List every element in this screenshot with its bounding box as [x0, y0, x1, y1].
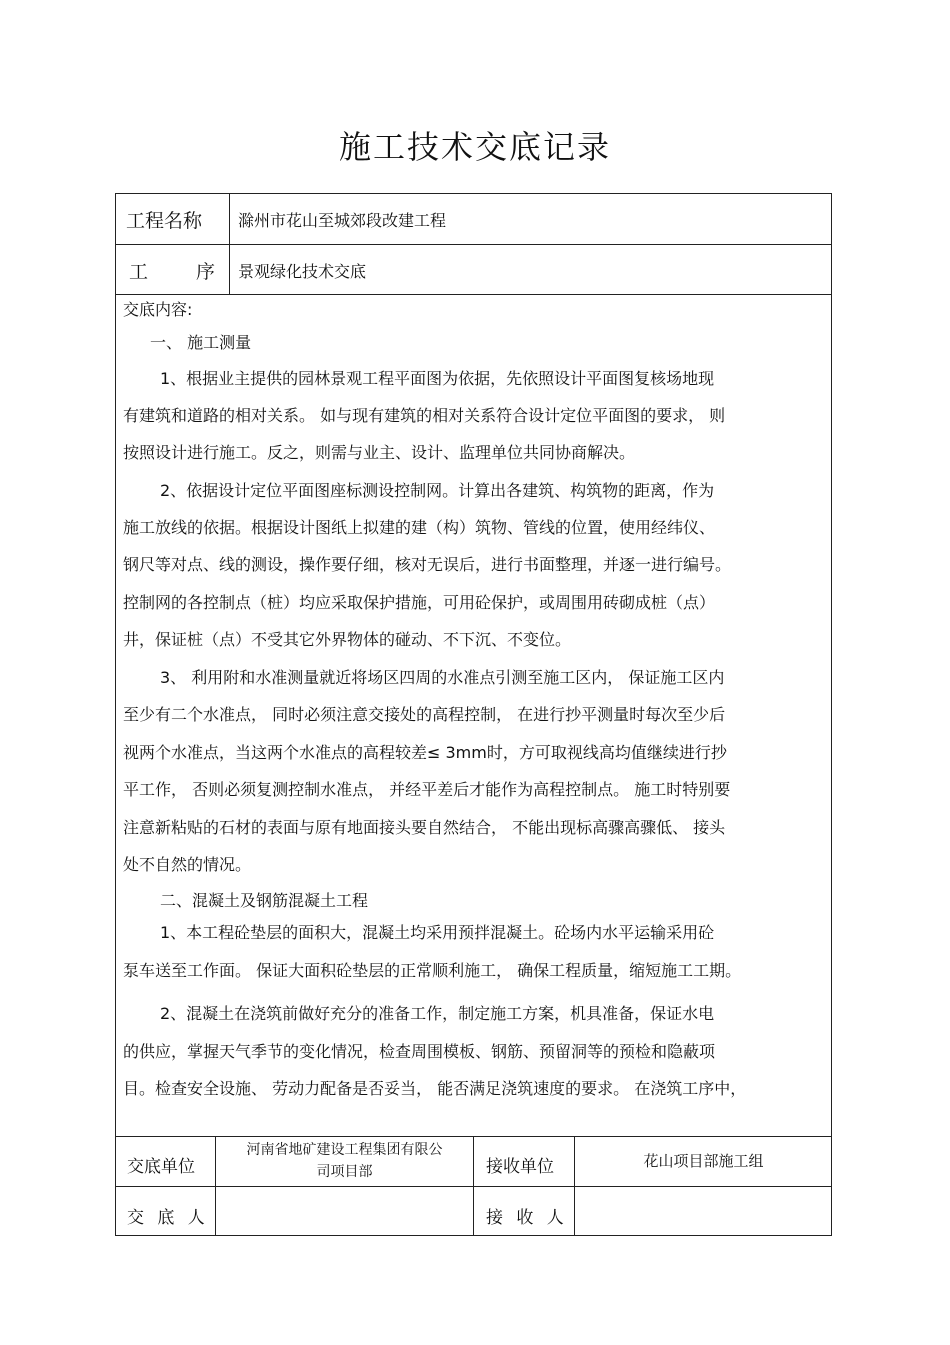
content-heading: 交底内容:	[123, 300, 193, 319]
process-value: 景观绿化技术交底	[238, 262, 367, 281]
issuer-unit-label: 交底单位	[127, 1157, 195, 1177]
page-title: 施工技术交底记录	[338, 128, 611, 166]
process-label-first: 工	[129, 261, 149, 283]
content-line: 控制网的各控制点（桩）均应采取保护措施，可用砼保护，或周围用砖砌成桩（点）	[123, 593, 716, 612]
issuer-person-label: 交 底 人	[127, 1208, 209, 1228]
content-line: 钢尺等对点、线的测设，操作要仔细，核对无误后，进行书面整理，并逐一进行编号。	[123, 555, 732, 574]
content-line: 的供应，掌握天气季节的变化情况，检查周围模板、钢筋、预留洞等的预检和隐蔽项	[123, 1042, 716, 1061]
content-line: 注意新粘贴的石材的表面与原有地面接头要自然结合， 不能出现标高骤高骤低、 接头	[123, 818, 726, 837]
content-line: 井，保证桩（点）不受其它外界物体的碰动、不下沉、不变位。	[123, 630, 572, 649]
content-line: 二、混凝土及钢筋混凝土工程	[160, 891, 369, 910]
issuer-unit-value-line: 司项目部	[316, 1164, 373, 1180]
row-divider	[115, 294, 832, 295]
project-name-value: 滁州市花山至城郊段改建工程	[238, 211, 447, 230]
column-divider	[473, 1136, 474, 1236]
issuer-unit-value-line: 河南省地矿建设工程集团有限公	[246, 1142, 443, 1158]
content-line: 2、混凝土在浇筑前做好充分的准备工作，制定施工方案，机具准备，保证水电	[160, 1004, 715, 1023]
column-divider	[229, 193, 230, 294]
content-line: 视两个水准点，当这两个水准点的高程较差≤ 3mm时，方可取视线高均值继续进行抄	[123, 743, 727, 762]
content-line: 处不自然的情况。	[123, 855, 252, 874]
content-line: 按照设计进行施工。反之，则需与业主、设计、监理单位共同协商解决。	[123, 443, 636, 462]
content-line: 1、本工程砼垫层的面积大，混凝土均采用预拌混凝土。砼场内水平运输采用砼	[160, 923, 715, 942]
content-line: 施工放线的依据。根据设计图纸上拟建的建（构）筑物、管线的位置，使用经纬仪、	[123, 518, 716, 537]
content-line: 3、 利用附和水准测量就近将场区四周的水准点引测至施工区内， 保证施工区内	[160, 668, 725, 687]
content-line: 一、 施工测量	[150, 333, 252, 352]
content-line: 1、根据业主提供的园林景观工程平面图为依据，先依照设计平面图复核场地现	[160, 369, 715, 388]
process-label-second: 序	[196, 261, 216, 283]
content-line: 2、依据设计定位平面图座标测设控制网。计算出各建筑、构筑物的距离，作为	[160, 481, 715, 500]
project-name-label: 工程名称	[126, 210, 203, 232]
content-line: 有建筑和道路的相对关系。 如与现有建筑的相对关系符合设计定位平面图的要求， 则	[123, 406, 726, 425]
issuer-unit-value	[216, 1139, 473, 1183]
row-divider	[115, 244, 832, 245]
receiver-person-label: 接 收 人	[486, 1208, 568, 1228]
receiver-unit-value: 花山项目部施工组	[643, 1152, 764, 1170]
content-line: 泵车送至工作面。 保证大面积砼垫层的正常顺利施工， 确保工程质量，缩短施工工期。	[123, 961, 742, 980]
content-line: 至少有二个水准点， 同时必须注意交接处的高程控制， 在进行抄平测量时每次至少后	[123, 705, 726, 724]
content-line: 目。检查安全设施、 劳动力配备是否妥当， 能否满足浇筑速度的要求。 在浇筑工序中，	[123, 1079, 747, 1098]
receiver-unit-label: 接收单位	[486, 1157, 554, 1177]
content-line: 平工作， 否则必须复测控制水准点， 并经平差后才能作为高程控制点。 施工时特别要	[123, 780, 731, 799]
